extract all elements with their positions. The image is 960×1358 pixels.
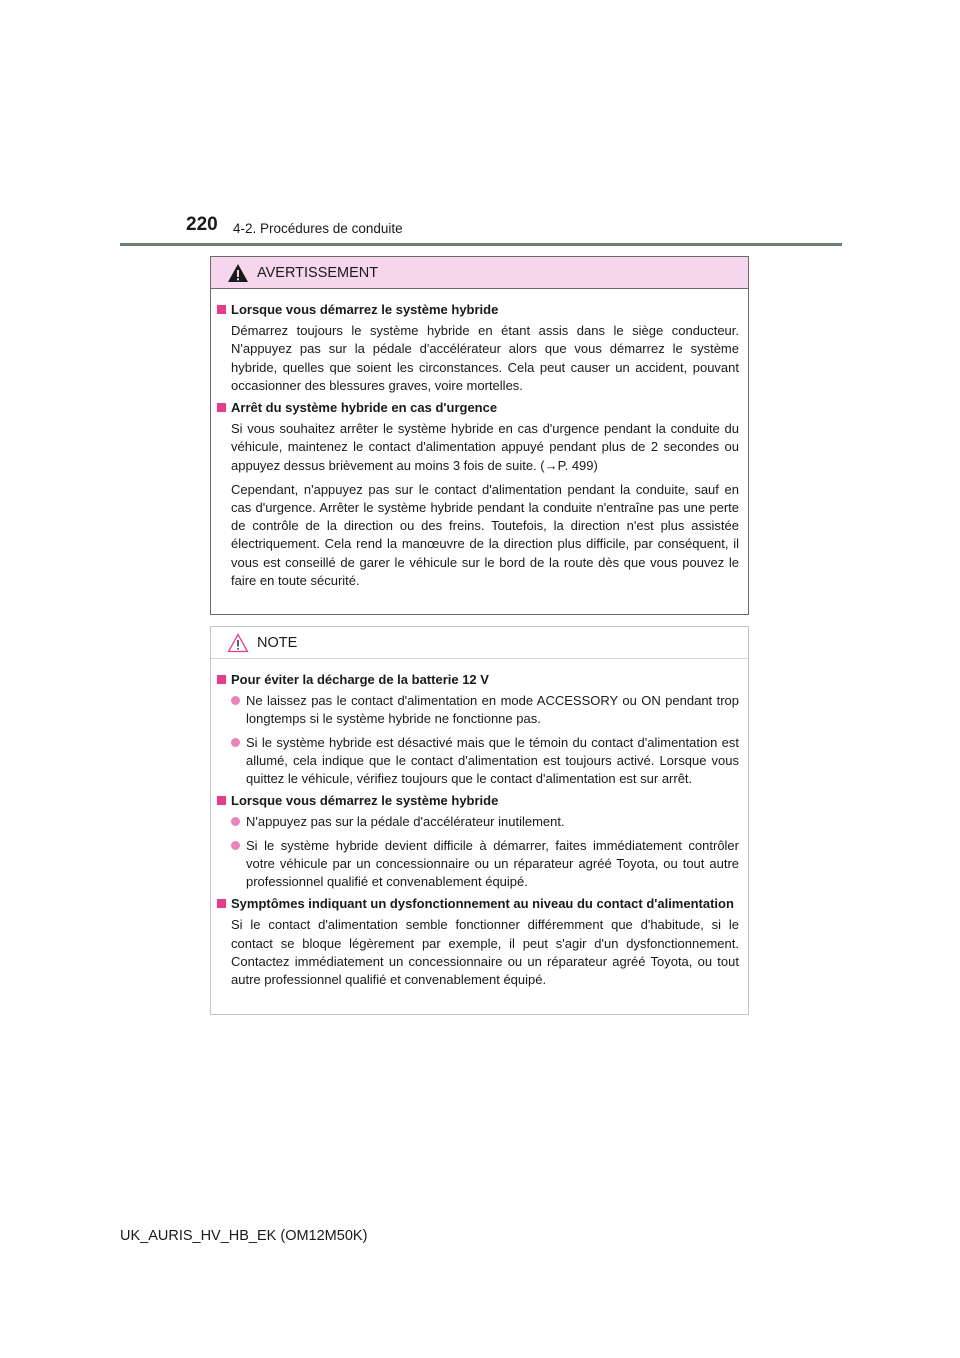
header-divider: [120, 243, 842, 246]
section-heading: [217, 399, 739, 417]
bullet-item: [231, 734, 739, 789]
square-bullet-icon: [217, 305, 226, 314]
warning-triangle-icon: [227, 263, 249, 283]
round-bullet-icon: [231, 696, 240, 705]
document-code: UK_AURIS_HV_HB_EK (OM12M50K): [120, 1228, 368, 1244]
heading-text: Symptômes indiquant un dysfonctionnement au niveau du contact d'alimentation: [231, 896, 734, 912]
paragraph: Démarrez toujours le système hybride en étant assis dans le siège conducteur. N'appuyez pas sur la pédale d'accélérateur alors que vous démarrez le système hybride, quelles que soient les circonstances. Cela peut causer un accident, pouvant occasionner des blessures graves, voire mortelles.: [231, 323, 739, 393]
bullet-item: [231, 813, 739, 831]
warning-box: [210, 256, 749, 615]
note-box: [210, 626, 749, 1015]
section-heading: [217, 895, 739, 913]
warning-box-header: [211, 257, 748, 289]
round-bullet-icon: [231, 738, 240, 747]
bullet-item: [231, 692, 739, 728]
paragraph: Si vous souhaitez arrêter le système hybride en cas d'urgence pendant la conduite du véhicule, maintenez le contact d'alimentation appuyé pendant plus de 2 secondes ou appuyez dessus brièvement au moins 3 fois de suite. (→P. 499): [231, 421, 739, 473]
heading-text: Pour éviter la décharge de la batterie 12 V: [231, 672, 489, 687]
square-bullet-icon: [217, 675, 226, 684]
warning-box-body: [211, 289, 748, 590]
bullet-text: N'appuyez pas sur la pédale d'accélérateur inutilement.: [246, 814, 565, 830]
heading-text: Lorsque vous démarrez le système hybride: [231, 302, 499, 317]
bullet-item: [231, 837, 739, 892]
round-bullet-icon: [231, 841, 240, 850]
page-number: 220: [186, 214, 218, 235]
square-bullet-icon: [217, 899, 226, 908]
bullet-text: Si le système hybride est désactivé mais que le témoin du contact d'alimentation est allumé, cela indique que le contact d'alimentation est toujours activé. Lorsque vous quittez le véhicule, vérifiez toujours que le contact d'alimentation est sur arrêt.: [246, 734, 739, 787]
square-bullet-icon: [217, 403, 226, 412]
section-heading: [217, 792, 739, 810]
heading-text: Arrêt du système hybride en cas d'urgence: [231, 400, 498, 416]
heading-text: Lorsque vous démarrez le système hybride: [231, 793, 499, 809]
paragraph: Cependant, n'appuyez pas sur le contact d'alimentation pendant la conduite, sauf en cas d'urgence. Arrêter le système hybride pendant la conduite n'entraîne pas une perte de contrôle de la direction ou des freins. Toutefois, la direction n'est plus assistée électriquement. Cela rend la manœuvre de la direction plus difficile, par conséquent, il vous est conseillé de garer le véhicule sur le bord de la route dès que vous pouvez le faire en toute sécurité.: [231, 481, 739, 588]
bullet-text: Ne laissez pas le contact d'alimentation en mode ACCESSORY ou ON pendant trop longtemps si le système hybride ne fonctionne pas.: [246, 693, 739, 727]
caution-triangle-outline-icon: [227, 633, 249, 653]
section-heading: [217, 671, 739, 689]
note-box-title: NOTE: [257, 634, 298, 651]
paragraph: Si le contact d'alimentation semble fonctionner différemment que d'habitude, si le contact se bloque légèrement par exemple, il peut s'agir d'un dysfonctionnement. Contactez immédiatement un concessionnaire ou un réparateur agréé Toyota, ou tout autre professionnel qualifié et convenablement équipé.: [231, 917, 739, 988]
warning-box-title: AVERTISSEMENT: [257, 264, 379, 281]
round-bullet-icon: [231, 817, 240, 826]
section-title: 4-2. Procédures de conduite: [233, 221, 403, 236]
square-bullet-icon: [217, 796, 226, 805]
note-box-body: [211, 659, 748, 989]
bullet-text: Si le système hybride devient difficile à démarrer, faites immédiatement contrôler votre véhicule par un concessionnaire ou un réparateur agréé Toyota, ou tout autre professionnel qualifié et convenablement équipé.: [246, 837, 739, 890]
note-box-header: [211, 627, 748, 659]
section-heading: [217, 301, 739, 319]
